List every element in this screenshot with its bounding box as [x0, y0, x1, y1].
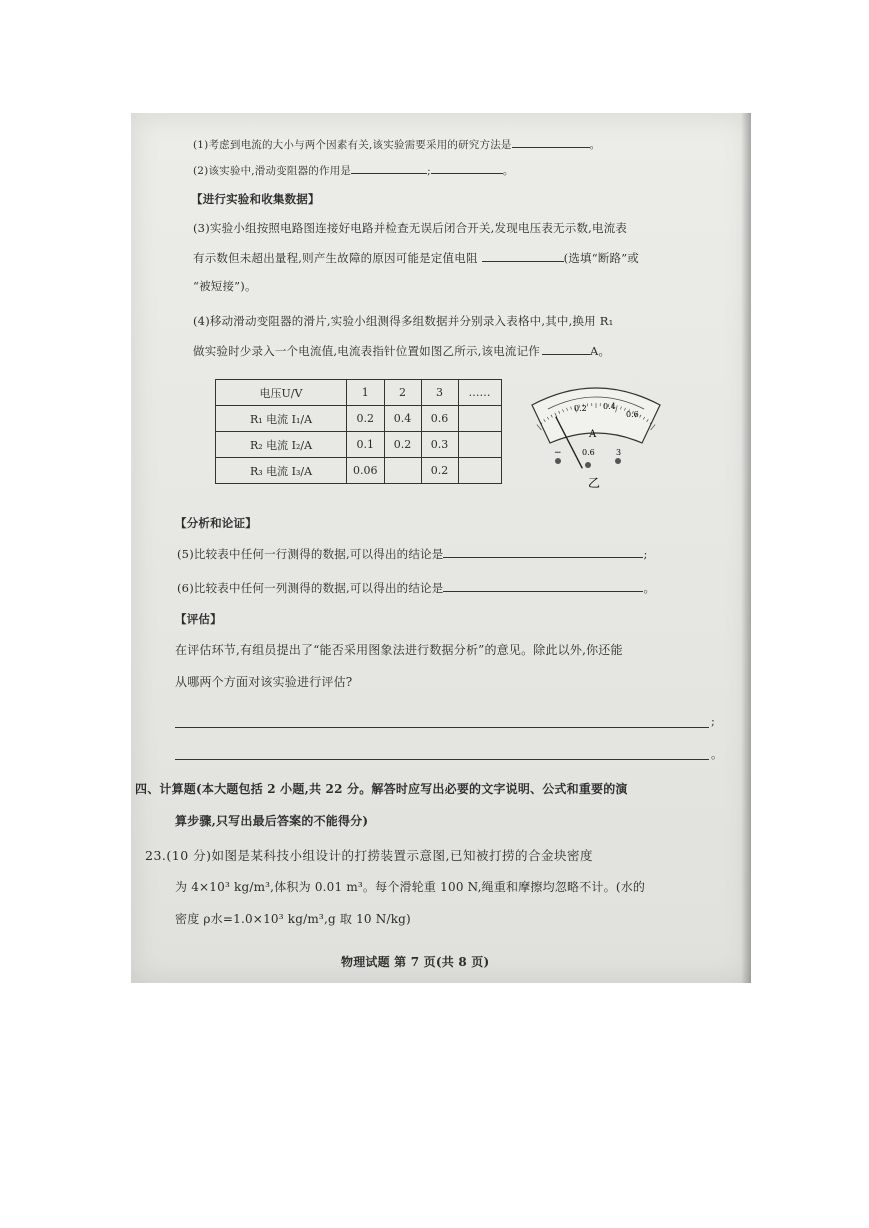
section-analysis-heading: 【分析和论证】 [175, 516, 257, 530]
table-row [216, 406, 502, 432]
terminal-3 [615, 458, 621, 464]
question-3-line-2 [193, 249, 639, 266]
question-2 [193, 161, 514, 178]
table-cell: 0.2 [384, 432, 421, 458]
table-header-row [216, 380, 502, 406]
table-header-cell: 1 [347, 380, 385, 406]
table-header-cell: 电压U/V [216, 380, 347, 406]
question-1-text: (1)考虑到电流的大小与两个因素有关,该实验需要采用的研究方法是 [193, 139, 512, 151]
exam-page [131, 113, 751, 983]
table-header-cell: 3 [421, 380, 458, 406]
table-cell [384, 458, 421, 484]
figure-label: 乙 [588, 476, 601, 490]
scale-label: 0.6 [626, 410, 639, 419]
table-cell: R₃ 电流 I₃/A [216, 458, 347, 484]
question-4-unit: A。 [590, 344, 611, 358]
eval-line-2: 从哪两个方面对该实验进行评估? [175, 675, 353, 689]
table-cell [458, 458, 501, 484]
ammeter-unit: A [589, 429, 597, 440]
answer-blank-2b[interactable] [431, 161, 503, 174]
answer-blank-2a[interactable] [351, 161, 427, 174]
question-4-line-2 [193, 342, 610, 359]
question-5 [177, 545, 648, 562]
question-5-end: ; [643, 547, 648, 561]
table-cell: 0.06 [347, 458, 385, 484]
ammeter-tick [651, 425, 655, 430]
question-4-line-1: (4)移动滑动变阻器的滑片,实验小组测得多组数据并分别录入表格中,其中,换用 R₁ [193, 314, 614, 328]
eval-line-1: 在评估环节,有组员提出了“能否采用图象法进行数据分析”的意见。除此以外,你还能 [175, 643, 623, 657]
question-6-end: 。 [643, 581, 656, 595]
table-cell [458, 432, 501, 458]
answer-blank-5[interactable] [443, 545, 643, 558]
terminal-3-label: 3 [616, 448, 622, 457]
question-2-text: (2)该实验中,滑动变阻器的作用是 [193, 165, 352, 177]
eval-end-2: 。 [711, 747, 723, 761]
question-1-end: 。 [589, 139, 601, 151]
question-2-end: 。 [502, 165, 514, 177]
answer-blank-6[interactable] [443, 579, 643, 592]
page-footer: 物理试题 第 7 页(共 8 页) [341, 955, 490, 969]
part-4-heading-line-2: 算步骤,只写出最后答案的不能得分) [175, 814, 369, 828]
question-3-line-1: (3)实验小组按照电路图连接好电路并检查无误后闭合开关,发现电压表无示数,电流表 [193, 221, 628, 235]
scale-label: 0.2 [574, 404, 587, 413]
section-collect-heading: 【进行实验和收集数据】 [191, 192, 320, 206]
question-6 [177, 579, 655, 596]
eval-end-1: ; [711, 714, 716, 728]
question-2-separator: ; [427, 165, 431, 177]
answer-line-eval-1[interactable] [175, 727, 709, 728]
table-row [216, 458, 502, 484]
question-1 [193, 135, 600, 152]
question-23-line-3: 密度 ρ水=1.0×10³ kg/m³,g 取 10 N/kg) [175, 912, 411, 926]
table-header-cell: …… [458, 380, 501, 406]
question-23-line-2: 为 4×10³ kg/m³,体积为 0.01 m³。每个滑轮重 100 N,绳重和摩擦均忽略不计。(水的 [175, 880, 646, 894]
question-6-text: (6)比较表中任何一列测得的数据,可以得出的结论是 [177, 581, 444, 595]
table-header-cell: 2 [384, 380, 421, 406]
terminal-minus-label: − [554, 448, 562, 458]
table-cell: R₁ 电流 I₁/A [216, 406, 347, 432]
section-eval-heading: 【评估】 [175, 612, 222, 626]
question-3-choice-hint: (选填“断路”或 [563, 251, 640, 265]
question-4-text: 做实验时少录入一个电流值,电流表指针位置如图乙所示,该电流记作 [193, 344, 541, 358]
part-4-heading-line-1: 四、计算题(本大题包括 2 小题,共 22 分。解答时应写出必要的文字说明、公式和重要的演 [135, 782, 628, 796]
scale-label: 0.4 [603, 402, 616, 411]
answer-blank-1[interactable] [512, 135, 590, 148]
page-edge-shadow [741, 113, 751, 983]
table-cell: 0.2 [421, 458, 458, 484]
table-cell: 0.2 [347, 406, 385, 432]
answer-blank-3[interactable] [482, 249, 564, 262]
table-cell: 0.4 [384, 406, 421, 432]
table-cell: 0.3 [421, 432, 458, 458]
answer-line-eval-2[interactable] [175, 759, 709, 760]
answer-blank-4[interactable] [542, 342, 590, 355]
question-3-text: 有示数但未超出量程,则产生故障的原因可能是定值电阻 [193, 251, 478, 265]
terminal-minus [555, 458, 561, 464]
terminal-0-6 [585, 462, 591, 468]
question-23-line-1: 23.(10 分)如图是某科技小组设计的打捞装置示意图,已知被打捞的合金块密度 [145, 848, 593, 863]
ammeter-figure [526, 375, 666, 491]
table-cell: R₂ 电流 I₂/A [216, 432, 347, 458]
table-cell [458, 406, 501, 432]
table-cell: 0.6 [421, 406, 458, 432]
table-cell: 0.1 [347, 432, 385, 458]
data-table [215, 379, 502, 484]
table-row [216, 432, 502, 458]
ammeter-tick [537, 425, 541, 430]
question-3-line-3: “被短接”)。 [193, 279, 257, 293]
question-5-text: (5)比较表中任何一行测得的数据,可以得出的结论是 [177, 547, 444, 561]
terminal-0-6-label: 0.6 [582, 448, 595, 457]
